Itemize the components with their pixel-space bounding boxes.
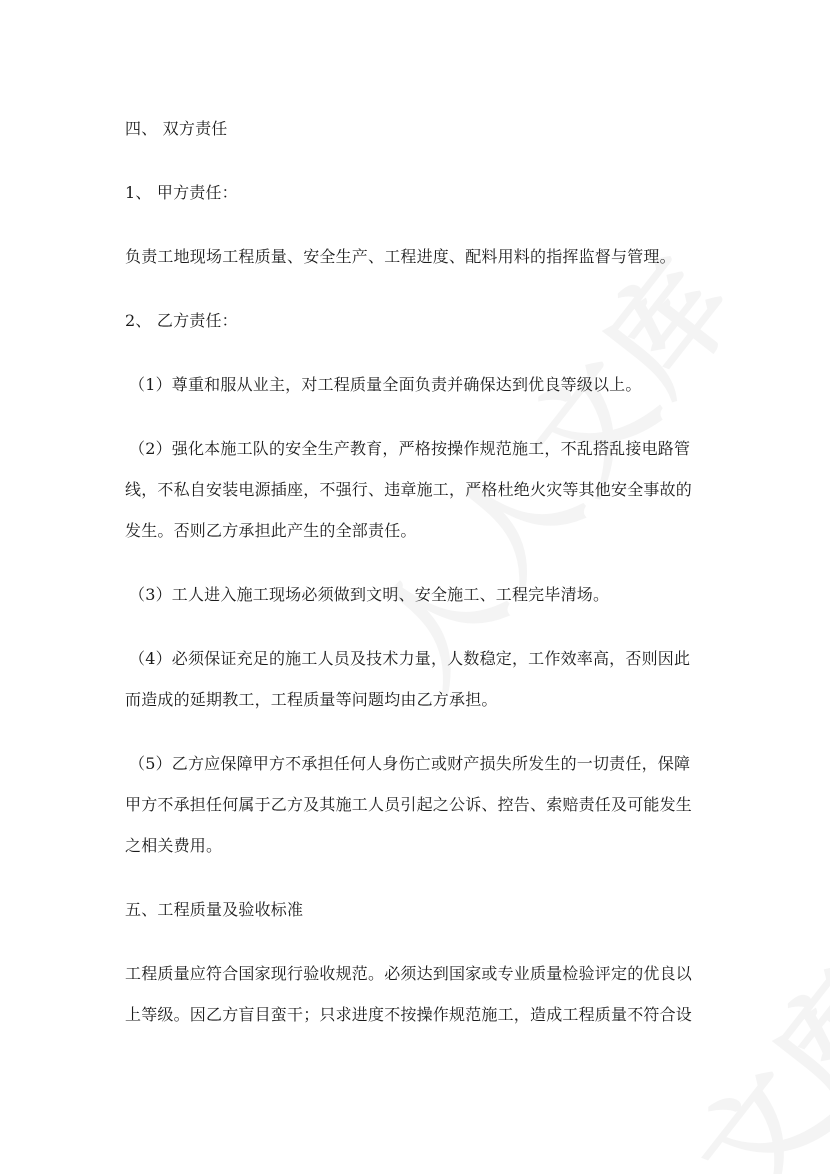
paragraph-item-2 xyxy=(125,428,715,551)
paragraph-party-a-duty xyxy=(125,236,715,277)
text-line: 四、 双方责任 xyxy=(125,119,228,138)
text-line: 五、工程质量及验收标准 xyxy=(125,900,304,919)
text-line: 甲方不承担任何属于乙方及其施工人员引起之公诉、控告、索赔责任及可能发生 xyxy=(125,795,693,814)
paragraph-item-5 xyxy=(125,743,715,866)
subheading-party-b xyxy=(125,300,715,341)
section-heading-5 xyxy=(125,889,715,930)
subheading-party-a xyxy=(125,172,715,213)
text-line: 发生。否则乙方承担此产生的全部责任。 xyxy=(125,521,417,540)
text-line: 负责工地现场工程质量、安全生产、工程进度、配料用料的指挥监督与管理。 xyxy=(125,247,676,266)
text-line: 线，不私自安装电源插座，不强行、违章施工，严格杜绝火灾等其他安全事故的 xyxy=(125,480,693,499)
paragraph-item-1 xyxy=(125,364,715,405)
section-heading-4 xyxy=(125,108,715,149)
text-line: 1、 甲方责任： xyxy=(125,183,238,202)
paragraph-item-4 xyxy=(125,638,715,720)
text-line: 2、 乙方责任： xyxy=(125,311,238,330)
text-line: （1）尊重和服从业主，对工程质量全面负责并确保达到优良等级以上。 xyxy=(129,375,642,394)
paragraph-item-3 xyxy=(125,574,715,615)
paragraph-quality-standard xyxy=(125,953,715,1035)
text-line: （5）乙方应保障甲方不承担任何人身伤亡或财产损失所发生的一切责任，保障 xyxy=(129,754,691,773)
document-body xyxy=(125,108,715,1035)
text-line: （2）强化本施工队的安全生产教育，严格按操作规范施工，不乱搭乱接电路管 xyxy=(129,439,691,458)
text-line: （3）工人进入施工现场必须做到文明、安全施工、工程完毕清场。 xyxy=(129,585,610,604)
text-line: 上等级。因乙方盲目蛮干；只求进度不按操作规范施工，造成工程质量不符合设 xyxy=(125,1005,693,1024)
text-line: 而造成的延期教工，工程质量等问题均由乙方承担。 xyxy=(125,690,498,709)
text-line: 工程质量应符合国家现行验收规范。必须达到国家或专业质量检验评定的优良以 xyxy=(125,964,693,983)
text-line: 之相关费用。 xyxy=(125,836,223,855)
text-line: （4）必须保证充足的施工人员及技术力量，人数稳定，工作效率高，否则因此 xyxy=(129,649,691,668)
